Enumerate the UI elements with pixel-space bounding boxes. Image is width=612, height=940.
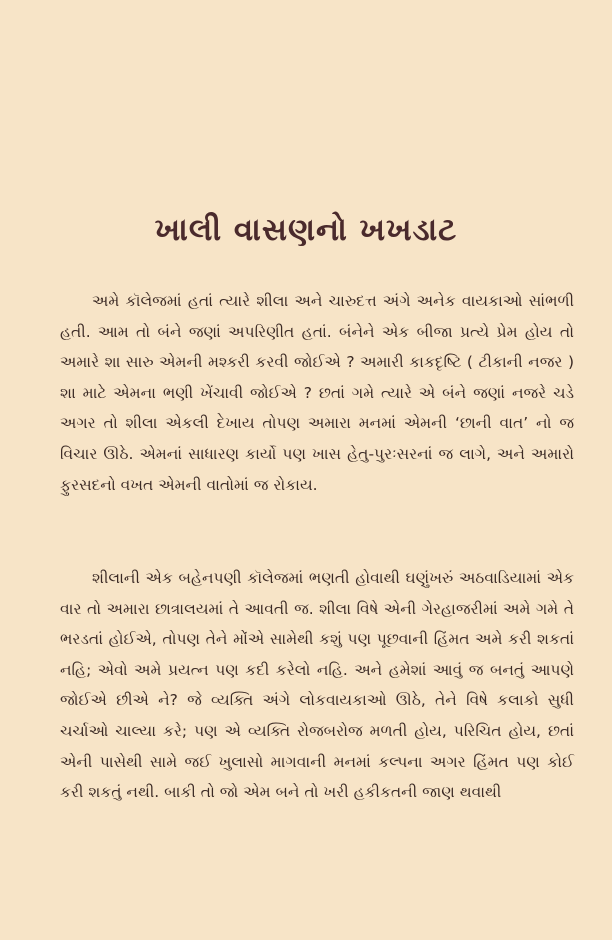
paragraph-1: અમે કૉલેજમાં હતાં ત્યારે શીલા અને ચારુદત્ત અંગે અનેક વાયકાઓ સાંભળી હતી. આમ તો બંને જણાં અપરિણીત હતાં. બંનેને એક બીજા પ્રત્યે પ્રેમ હોય તો અમારે શા સારુ એમની મશ્કરી કરવી જોઈએ ? અમારી કાકદૃષ્ટિ ( ટીકાની નજર ) શા માટે એમના ભણી ખેંચાવી જોઈએ ? છતાં ગમે ત્યારે એ બંને જણાં નજરે ચડે અગર તો શીલા એકલી દેખાય તોપણ અમારા મનમાં એમની ‘છાની વાત’ નો જ વિચાર ઊઠે. એમનાં સાધારણ કાર્યો પણ ખાસ હેતુ-પુરઃસરનાં જ લાગે, અને અમારો ફુરસદનો વખત એમની વાતોમાં જ રોકાય.: [60, 292, 574, 494]
chapter-title: ખાલી વાસણનો ખખડાટ: [154, 212, 458, 248]
paragraph-2: શીલાની એક બહેનપણી કૉલેજમાં ભણતી હોવાથી ઘણુંખરું અઠવાડિયામાં એક વાર તો અમારા છાત્રાલયમાં તે આવતી જ. શીલા વિષે એની ગેરહાજરીમાં અમે ગમે તે ભરડતાં હોઈએ, તોપણ તેને મોંએ સામેથી કશું પણ પૂછવાની હિંમત અમે કરી શકતાં નહિ; એવો અમે પ્રયત્ન પણ કદી કરેલો નહિ. અને હમેશાં આવું જ બનતું આપણે જોઈએ છીએ ને? જે વ્યક્તિ અંગે લોકવાયકાઓ ઊઠે, તેને વિષે કલાકો સુધી ચર્ચાઓ ચાલ્યા કરે; પણ એ વ્યક્તિ રોજબરોજ મળતી હોય, પરિચિત હોય, છતાં એની પાસેથી સામે જઈ ખુલાસો માગવાની મનમાં કલ્પના અગર હિંમત પણ કોઈ કરી શકતું નથી. બાકી તો જો એમ બને તો ખરી હકીકતની જાણ થવાથી: [60, 569, 574, 802]
